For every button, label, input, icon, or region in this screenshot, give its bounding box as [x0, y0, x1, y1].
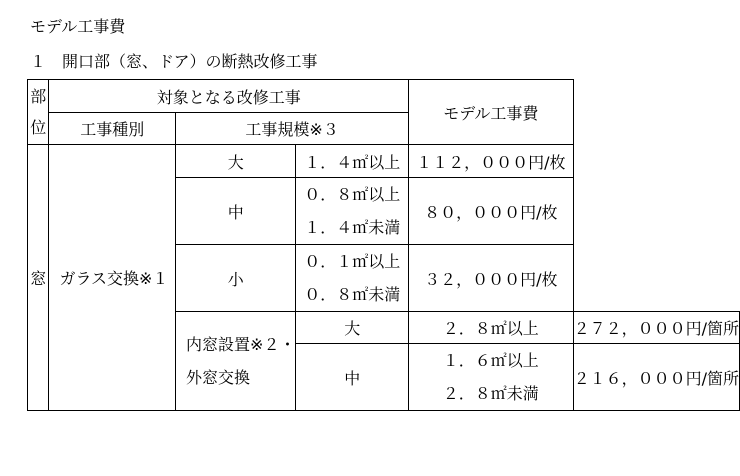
- scale-cell: [409, 344, 574, 411]
- scale-line: ２．８㎡以上: [442, 319, 539, 338]
- scale-line: ０．８㎡未満: [304, 285, 401, 304]
- header-work-type: 工事種別: [49, 113, 176, 145]
- scale-cell: [296, 145, 409, 178]
- scale-line: ２．８㎡未満: [442, 384, 539, 403]
- size-cell: 大: [176, 145, 296, 178]
- cost-cell: ２１６，０００円/箇所: [573, 344, 739, 411]
- section-title: １ 開口部（窓、ドア）の断熱改修工事: [30, 52, 318, 71]
- scale-line: １．６㎡以上: [442, 351, 539, 370]
- table-subheader-row: [28, 113, 740, 145]
- cost-cell: ２７２，０００円/箇所: [573, 312, 739, 344]
- scale-line: ０．８㎡以上: [304, 185, 401, 204]
- scale-cell: [409, 312, 574, 344]
- part-window: 窓: [28, 145, 49, 411]
- work-type-line: 内窓設置※２・: [186, 335, 296, 354]
- size-cell: 中: [296, 344, 409, 411]
- header-part-bottom: 位: [30, 118, 47, 137]
- work-type-line: 外窓交換: [186, 368, 251, 387]
- size-cell: 中: [176, 178, 296, 245]
- header-part: [28, 80, 49, 145]
- header-part-top: 部: [30, 87, 47, 106]
- scale-line: １．４㎡以上: [304, 152, 401, 172]
- work-type-glass: ガラス交換※１: [49, 145, 176, 411]
- scale-cell: [296, 178, 409, 245]
- page-title: モデル工事費: [30, 17, 126, 36]
- table-row: [28, 145, 740, 178]
- cost-cell: １１２，０００円/枚: [409, 145, 574, 178]
- header-scale: 工事規模※３: [176, 113, 409, 145]
- scale-line: ０．１㎡以上: [304, 252, 401, 271]
- cost-cell: ８０，０００円/枚: [409, 178, 574, 245]
- header-target-work: 対象となる改修工事: [49, 80, 409, 113]
- size-cell: 小: [176, 245, 296, 312]
- work-type-inner-window: [176, 312, 296, 411]
- model-cost-table: [27, 79, 740, 411]
- cost-cell: ３２，０００円/枚: [409, 245, 574, 312]
- size-cell: 大: [296, 312, 409, 344]
- table-header-row: [28, 80, 740, 113]
- header-model-cost: モデル工事費: [409, 80, 574, 145]
- scale-cell: [296, 245, 409, 312]
- scale-line: １．４㎡未満: [304, 218, 401, 237]
